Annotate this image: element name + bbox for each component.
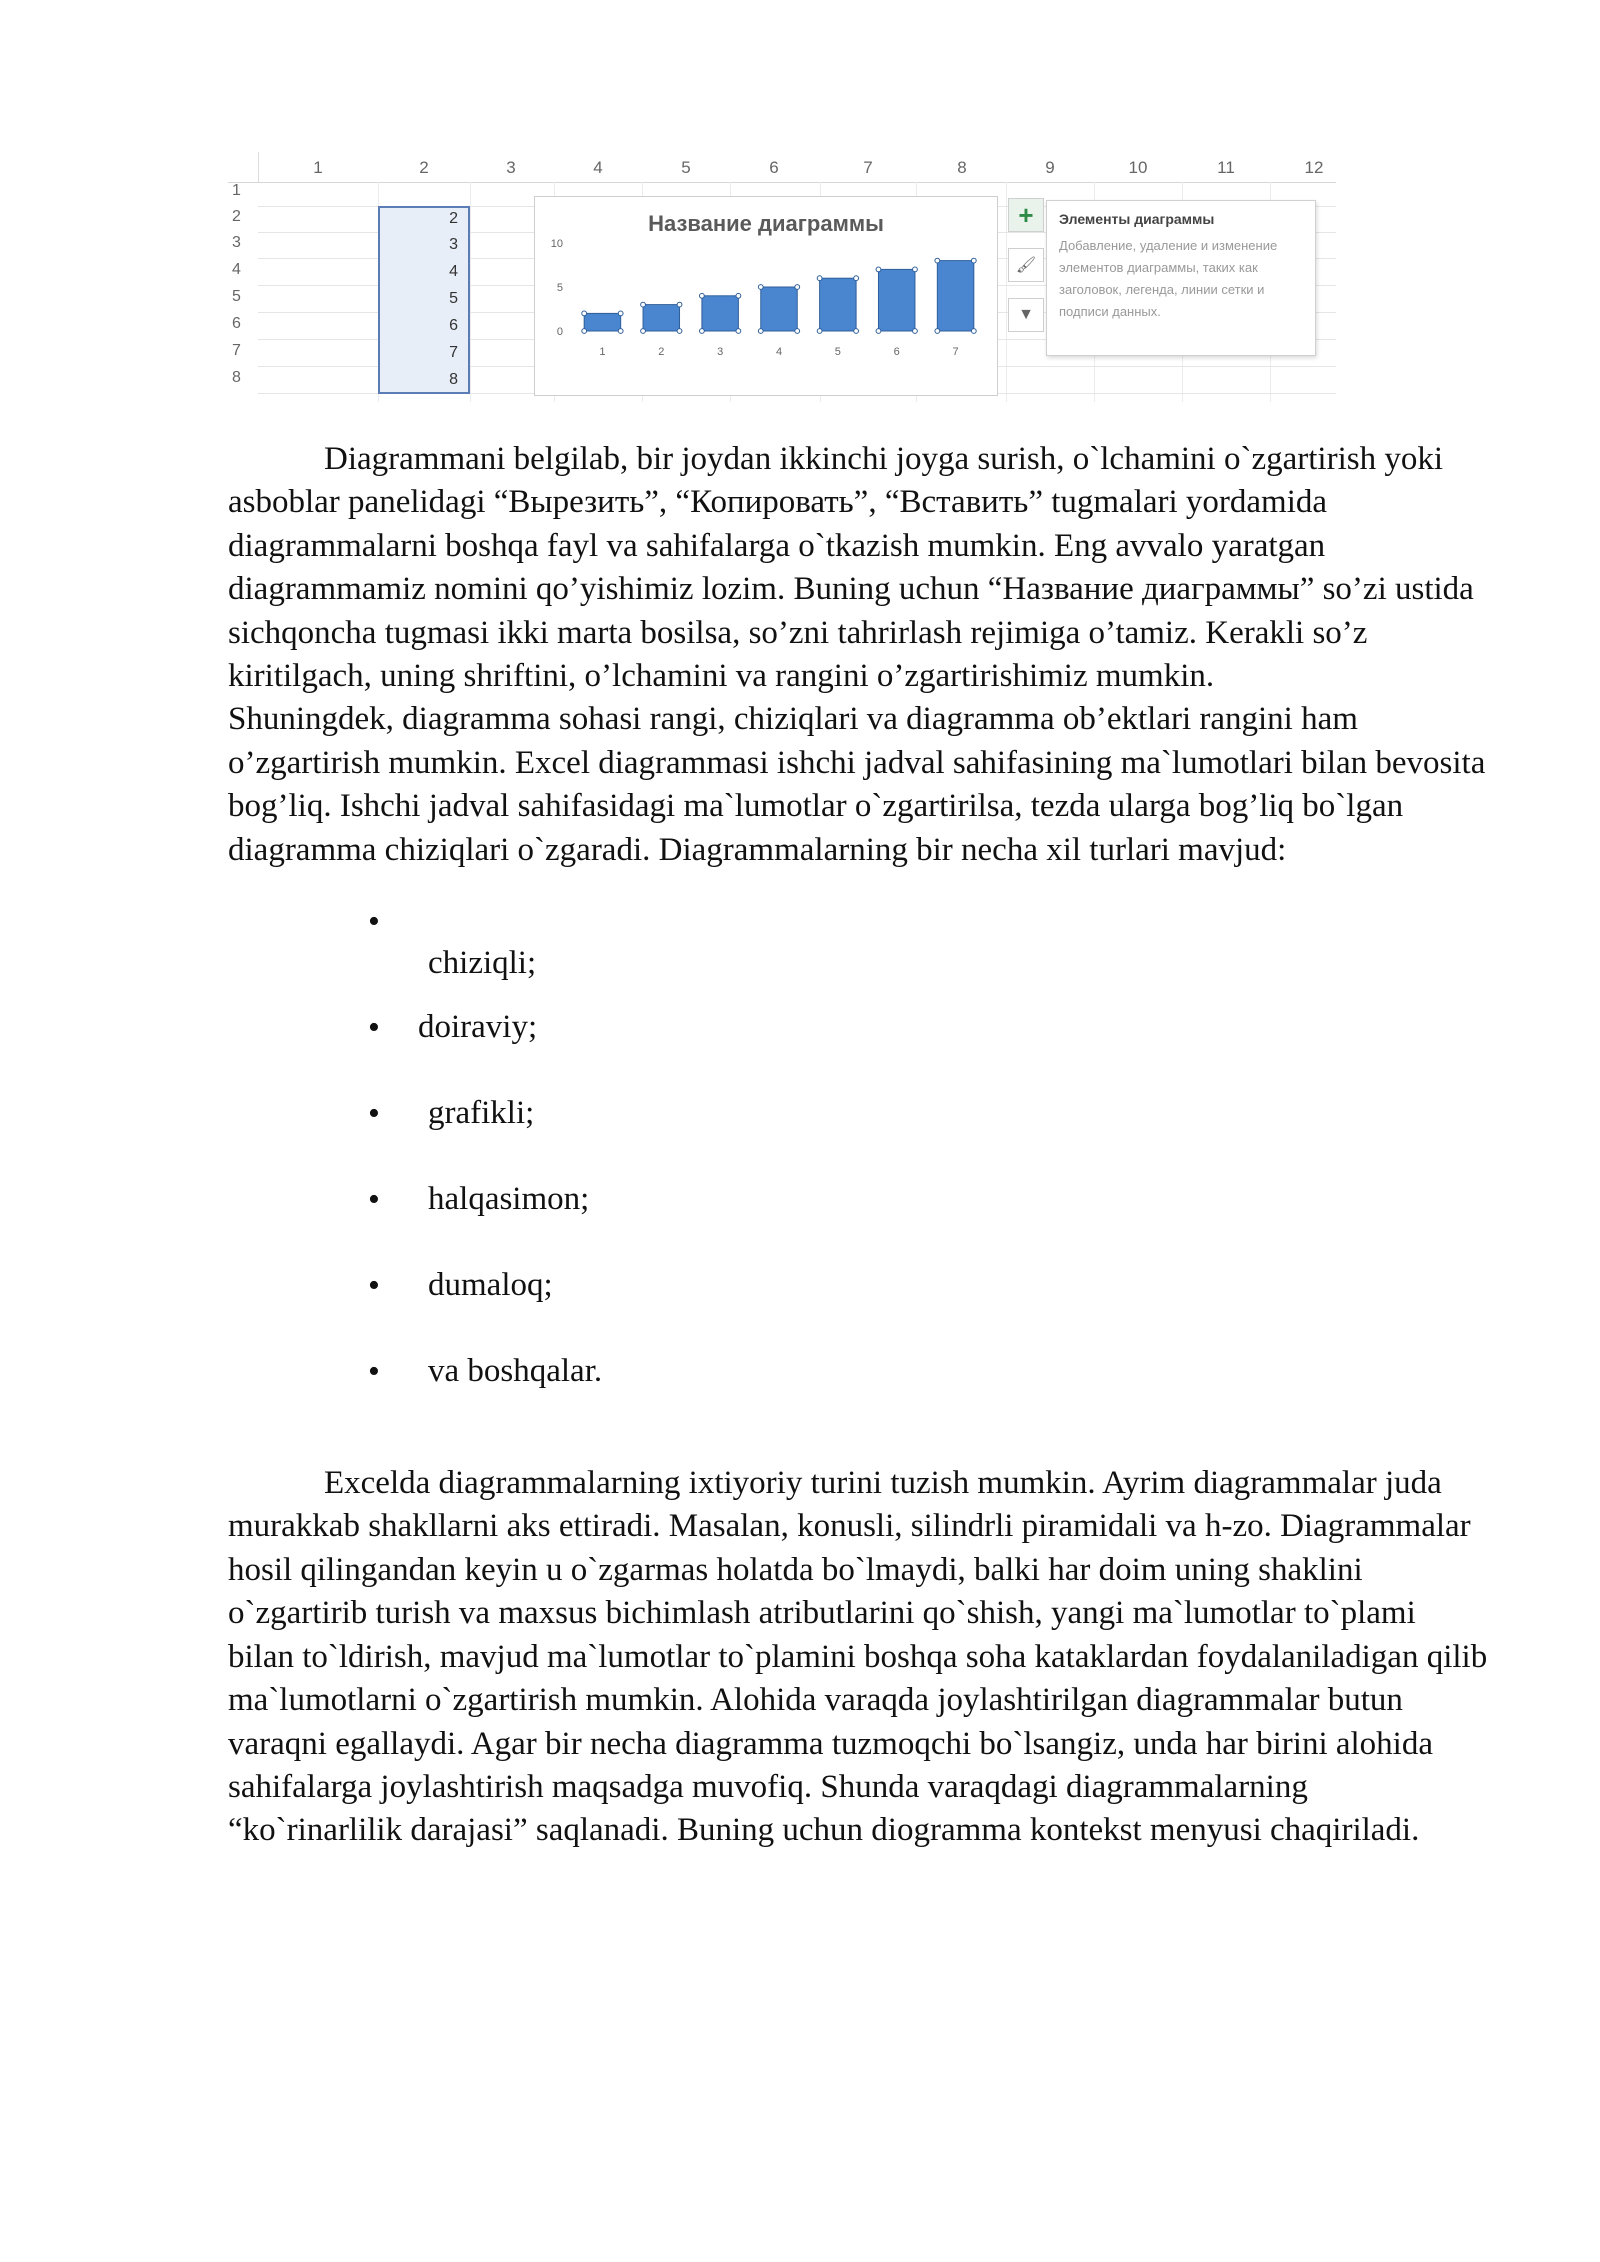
- chart-title[interactable]: Название диаграммы: [648, 211, 884, 236]
- list-item-text: grafikli;: [428, 1095, 535, 1132]
- list-item: [228, 1006, 1488, 1092]
- row-header: 8: [232, 369, 241, 386]
- chart-bar[interactable]: [761, 287, 797, 331]
- column-header: 9: [1045, 158, 1055, 177]
- cell-value[interactable]: 7: [449, 344, 458, 361]
- cell-value[interactable]: 5: [449, 290, 458, 307]
- cell-value[interactable]: 6: [449, 317, 458, 334]
- chart-bar[interactable]: [702, 296, 738, 331]
- chart-styles-button[interactable]: [1008, 248, 1044, 282]
- cell-value[interactable]: 3: [449, 236, 458, 253]
- tooltip-body: Добавление, удаление и изменение элементов диаграммы, таких как заголовок, легенда, линии сетки и подписи данных.: [1059, 238, 1278, 319]
- chart-bar[interactable]: [937, 261, 973, 331]
- bar-selection-handle[interactable]: [699, 293, 704, 298]
- bar-selection-handle[interactable]: [677, 302, 682, 307]
- column-header: 3: [506, 158, 516, 177]
- chart-bar[interactable]: [820, 278, 856, 331]
- column-header: 12: [1304, 158, 1324, 177]
- list-item-text: halqasimon;: [428, 1181, 590, 1218]
- row-header: 5: [232, 288, 241, 305]
- bar-selection-handle[interactable]: [758, 285, 763, 290]
- bar-selection-handle[interactable]: [971, 329, 976, 334]
- y-tick-label: 10: [550, 238, 563, 250]
- column-header: 11: [1217, 158, 1235, 177]
- bar-selection-handle[interactable]: [971, 258, 976, 263]
- bar-selection-handle[interactable]: [913, 329, 918, 334]
- bar-selection-handle[interactable]: [641, 302, 646, 307]
- bar-selection-handle[interactable]: [795, 329, 800, 334]
- bar-selection-handle[interactable]: [935, 329, 940, 334]
- row-header: 2: [232, 208, 241, 225]
- bar-selection-handle[interactable]: [641, 329, 646, 334]
- column-header: 7: [863, 158, 873, 177]
- bar-selection-handle[interactable]: [817, 276, 822, 281]
- bar-selection-handle[interactable]: [854, 276, 859, 281]
- row-header: 6: [232, 315, 241, 332]
- chart-types-list: [228, 900, 1488, 1436]
- x-tick-label: 1: [599, 346, 606, 358]
- list-item-text: doiraviy;: [418, 1009, 538, 1046]
- bullet: •: [368, 1095, 380, 1133]
- list-item-text: dumaloq;: [428, 1267, 553, 1304]
- filter-icon: ▼: [1018, 306, 1034, 323]
- paragraph-1: Diagrammani belgilab, bir joydan ikkinchi joyga surish, o`lchamini o`zgartirish yoki asboblar panelidagi “Вырезить”, “Копировать”, “Вставить” tugmalari yordamida diagrammalarni boshqa fayl va sahifalarga o`tkazish mumkin. Eng avvalo yaratgan diagrammamiz nomini qo’yishimiz lozim. Buning uchun “Название диаграммы” so’zi ustida sichqoncha tugmasi ikki marta bosilsa, so’zni tahrirlash rejimiga o’tamiz. Kerakli so’z kiritilgach, uning shriftini, o’lchamini va rangini o’zgartirishimiz mumkin.: [228, 441, 1474, 695]
- bar-selection-handle[interactable]: [854, 329, 859, 334]
- bar-selection-handle[interactable]: [795, 285, 800, 290]
- bar-selection-handle[interactable]: [876, 329, 881, 334]
- chart-elements-button[interactable]: [1008, 198, 1044, 232]
- column-header: 2: [419, 158, 429, 177]
- cell-value[interactable]: 8: [449, 371, 458, 388]
- list-item-text: va boshqalar.: [428, 1353, 603, 1390]
- paragraph-2: Shuningdek, diagramma sohasi rangi, chiziqlari va diagramma ob’ektlari rangini ham o’zgartirish mumkin. Excel diagrammasi ishchi jadval sahifasining ma`lumotlari bilan bevosita bog’liq. Ishchi jadval sahifasidagi ma`lumotlar o`zgartirilsa, tezda ularga bog’liq bo`lgan diagramma chiziqlari o`zgaradi. Diagrammalarning bir necha xil turlari mavjud:: [228, 701, 1486, 868]
- paragraph-3: Excelda diagrammalarning ixtiyoriy turini tuzish mumkin. Ayrim diagrammalar juda murakkab shakllarni aks ettiradi. Masalan, konusli, silindrli piramidali va h-zo. Diagrammalar hosil qilingandan keyin u o`zgarmas holatda bo`lmaydi, balki har doim uning shaklini o`zgartirib turish va maxsus bichimlash atributlarini qo`shish, yangi ma`lumotlar to`plami bilan to`ldirish, mavjud ma`lumotlar to`plamini boshqa soha kataklardan foydalaniladigan qilib ma`lumotlarni o`zgartirish mumkin. Alohida varaqda joylashtirilgan diagrammalar butun varaqni egallaydi. Agar bir necha diagramma tuzmoqchi bo`lsangiz, unda har birini alohida sahifalarga joylashtirish maqsadga muvofiq. Shunda varaqdagi diagrammalarning “ko`rinarlilik darajasi” saqlanadi. Buning uchun diogramma kontekst menyusi chaqiriladi.: [228, 1465, 1488, 1849]
- bar-selection-handle[interactable]: [618, 311, 623, 316]
- excel-screenshot: [228, 152, 1336, 402]
- x-tick-label: 4: [775, 346, 783, 358]
- bar-selection-handle[interactable]: [677, 329, 682, 334]
- bar-selection-handle[interactable]: [935, 258, 940, 263]
- list-item: [228, 1264, 1488, 1350]
- row-header: 1: [232, 182, 241, 199]
- y-tick-label: 5: [556, 282, 563, 294]
- x-tick-label: 7: [952, 346, 959, 358]
- brush-icon: 🖌: [1015, 257, 1037, 274]
- bar-selection-handle[interactable]: [758, 329, 763, 334]
- bullet: •: [368, 1009, 380, 1047]
- x-tick-label: 2: [658, 346, 665, 358]
- row-header: 4: [232, 261, 241, 278]
- column-header-row: [228, 152, 1336, 183]
- chart-filters-button[interactable]: [1008, 298, 1044, 332]
- x-tick-label: 5: [834, 346, 841, 358]
- selected-range[interactable]: [378, 206, 470, 394]
- plus-icon: +: [1018, 199, 1034, 230]
- bar-selection-handle[interactable]: [736, 329, 741, 334]
- bar-selection-handle[interactable]: [736, 293, 741, 298]
- chart-bar[interactable]: [643, 305, 679, 331]
- x-tick-label: 3: [717, 346, 724, 358]
- tooltip-title: Элементы диаграммы: [1059, 211, 1215, 227]
- row-header: 7: [232, 342, 241, 359]
- column-header: 1: [313, 158, 323, 177]
- bar-selection-handle[interactable]: [913, 267, 918, 272]
- list-item: [228, 900, 1488, 1006]
- column-header: 4: [593, 158, 603, 177]
- list-item: [228, 1350, 1488, 1436]
- column-header: 5: [681, 158, 691, 177]
- bar-selection-handle[interactable]: [876, 267, 881, 272]
- chart-area[interactable]: [534, 196, 998, 396]
- bar-chart-plot[interactable]: [535, 197, 999, 397]
- cell-value[interactable]: 4: [449, 263, 458, 280]
- bullet: •: [368, 1353, 380, 1391]
- x-tick-label: 6: [893, 346, 900, 358]
- column-header: 10: [1128, 158, 1148, 177]
- chart-elements-tooltip: [1046, 200, 1316, 356]
- bar-selection-handle[interactable]: [618, 329, 623, 334]
- bullet: •: [368, 1267, 380, 1305]
- bullet: •: [368, 903, 380, 941]
- column-header: 6: [769, 158, 779, 177]
- chart-side-buttons: [1008, 198, 1048, 348]
- bar-selection-handle[interactable]: [817, 329, 822, 334]
- chart-bar[interactable]: [584, 313, 620, 331]
- list-item: [228, 1178, 1488, 1264]
- bullet: •: [368, 1181, 380, 1219]
- bar-selection-handle[interactable]: [582, 311, 587, 316]
- chart-bar[interactable]: [878, 269, 914, 331]
- bar-selection-handle[interactable]: [582, 329, 587, 334]
- document-body: [228, 438, 1488, 1853]
- list-item: [228, 1092, 1488, 1178]
- bar-selection-handle[interactable]: [699, 329, 704, 334]
- y-tick-label: 0: [556, 326, 563, 338]
- column-header: 8: [957, 158, 967, 177]
- list-item-text: chiziqli;: [428, 945, 537, 982]
- row-header: 3: [232, 234, 241, 251]
- cell-value[interactable]: 2: [449, 210, 458, 227]
